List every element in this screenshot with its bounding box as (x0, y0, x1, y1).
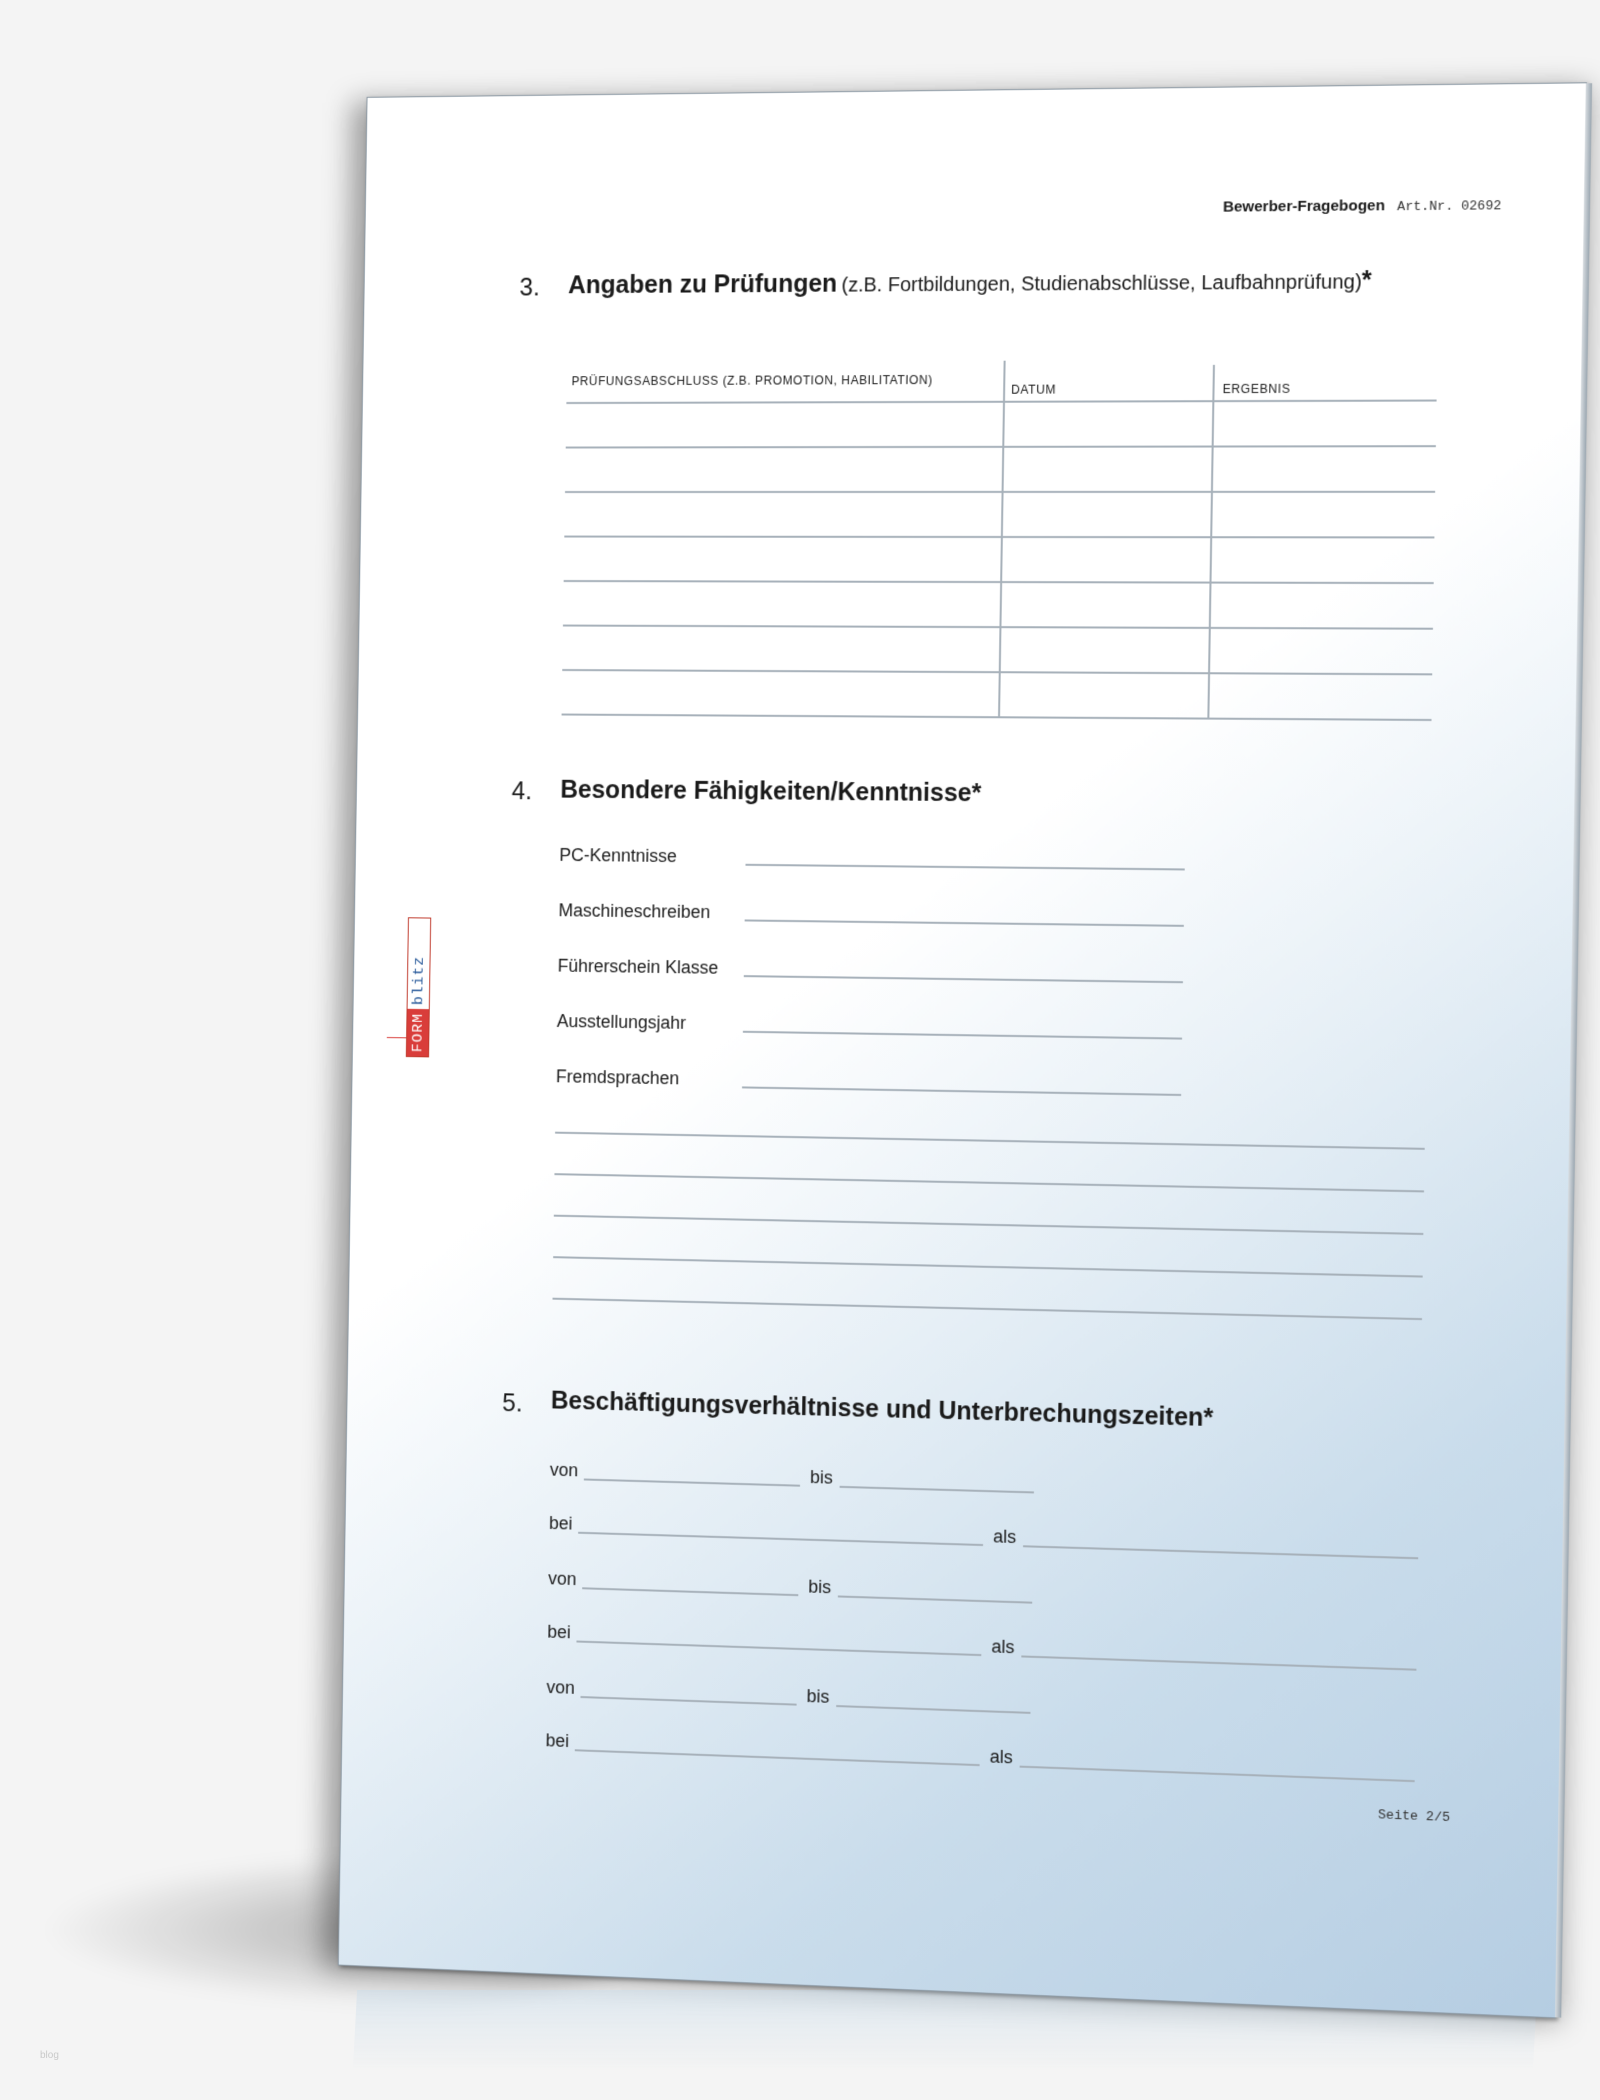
logo-part-form: FORM (407, 1009, 429, 1057)
section-3-required-star: * (1361, 266, 1372, 295)
field-line-als[interactable] (1021, 1655, 1416, 1670)
field-label-ausstellungsjahr: Ausstellungsjahr (556, 1011, 687, 1033)
field-line-von[interactable] (584, 1478, 800, 1486)
table-column-divider (998, 361, 1006, 719)
field-line-als[interactable] (1020, 1766, 1415, 1783)
field-label-pc-kenntnisse: PC-Kenntnisse (559, 845, 677, 867)
label-als: als (989, 1746, 1013, 1768)
field-label-maschineschreiben: Maschineschreiben (558, 900, 711, 923)
label-bei: bei (548, 1513, 573, 1534)
section-4-number: 4. (511, 777, 533, 806)
free-text-line[interactable] (555, 1132, 1425, 1150)
label-bei: bei (545, 1730, 570, 1752)
section-3-subtitle: (z.B. Fortbildungen, Studienabschlüsse, Laufbahnprüfung) (841, 271, 1362, 297)
free-text-line[interactable] (554, 1215, 1424, 1235)
field-line-von[interactable] (580, 1696, 796, 1706)
label-von: von (546, 1677, 575, 1698)
label-bis: bis (809, 1467, 833, 1488)
label-von: von (548, 1568, 577, 1590)
field-line-bis[interactable] (838, 1595, 1032, 1603)
table-row-line[interactable] (564, 536, 1434, 539)
section-3-title: Angaben zu Prüfungen (568, 269, 838, 300)
label-bei: bei (547, 1621, 571, 1643)
column-header-pruefungsabschluss: PRÜFUNGSABSCHLUSS (Z.B. PROMOTION, HABILITATION) (571, 372, 933, 389)
section-5-title: Beschäftigungsverhältnisse und Unterbrechungszeiten (550, 1386, 1204, 1432)
header-title: Bewerber-Fragebogen (1222, 197, 1386, 216)
table-bottom-line (562, 714, 1432, 721)
table-header-line (566, 400, 1436, 405)
field-line-bei[interactable] (578, 1532, 983, 1546)
document-header (1223, 196, 1502, 216)
section-4-required-star: * (971, 779, 982, 808)
formblitz-logo (406, 917, 431, 1057)
field-line-fuehrerschein-klasse[interactable] (744, 975, 1183, 983)
table-column-divider (1207, 365, 1215, 720)
field-line-bis[interactable] (836, 1705, 1030, 1714)
section-4-heading (560, 776, 981, 808)
free-text-line[interactable] (553, 1256, 1423, 1277)
field-line-maschineschreiben[interactable] (745, 919, 1184, 926)
label-von: von (549, 1459, 579, 1481)
table-row-line[interactable] (566, 445, 1436, 448)
label-bis: bis (808, 1576, 832, 1598)
section-3-heading (568, 266, 1372, 300)
field-line-pc-kenntnisse[interactable] (745, 864, 1184, 871)
field-line-bei[interactable] (575, 1749, 980, 1766)
table-row-line[interactable] (565, 491, 1435, 493)
document-page (338, 82, 1587, 2018)
field-line-bei[interactable] (576, 1640, 981, 1656)
logo-part-blitz: blitz (410, 955, 428, 1006)
field-label-fremdsprachen: Fremdsprachen (555, 1066, 680, 1089)
section-5-number: 5. (502, 1389, 523, 1418)
exam-table (368, 83, 1586, 98)
section-5-required-star: * (1203, 1403, 1214, 1433)
table-row-line[interactable] (564, 580, 1434, 584)
section-3-number: 3. (519, 273, 541, 302)
field-line-fremdsprachen[interactable] (742, 1086, 1181, 1096)
field-label-fuehrerschein-klasse: Führerschein Klasse (557, 955, 719, 978)
field-line-von[interactable] (582, 1587, 798, 1596)
field-line-ausstellungsjahr[interactable] (743, 1031, 1182, 1040)
document-edge (1555, 83, 1592, 2017)
field-line-als[interactable] (1023, 1545, 1418, 1559)
table-row-line[interactable] (563, 625, 1433, 630)
section-5-heading (551, 1387, 1214, 1434)
field-line-bis[interactable] (840, 1486, 1034, 1494)
free-text-line[interactable] (554, 1173, 1424, 1192)
watermark-text: blog (40, 2050, 59, 2061)
table-row-line[interactable] (562, 669, 1432, 675)
section-4-title: Besondere Fähigkeiten/Kenntnisse (560, 775, 972, 808)
label-als: als (993, 1526, 1017, 1548)
label-als: als (991, 1636, 1015, 1658)
column-header-ergebnis: ERGEBNIS (1222, 381, 1291, 397)
page-number: Seite 2/5 (1377, 1807, 1451, 1826)
label-bis: bis (806, 1686, 830, 1707)
free-text-line[interactable] (553, 1298, 1423, 1320)
header-art-nr: Art.Nr. 02692 (1397, 198, 1502, 215)
column-header-datum: DATUM (1011, 382, 1057, 397)
